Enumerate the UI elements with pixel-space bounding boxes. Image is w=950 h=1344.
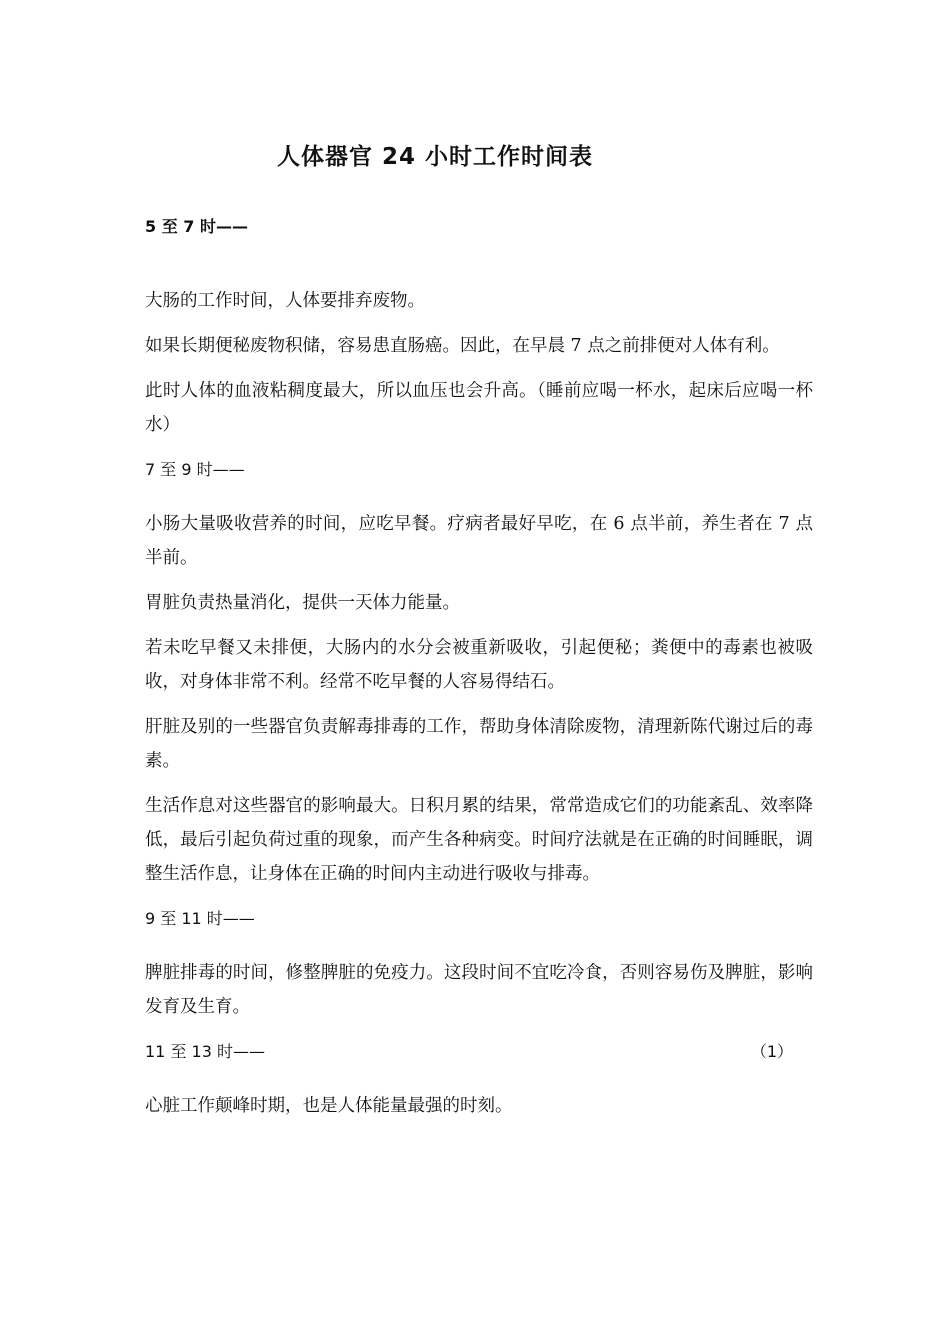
document-body bbox=[145, 210, 813, 1134]
paragraph: 小肠大量吸收营养的时间，应吃早餐。疗病者最好早吃，在 6 点半前，养生者在 7 点半前。 bbox=[145, 514, 813, 568]
paragraph: 胃脏负责热量消化，提供一天体力能量。 bbox=[145, 593, 460, 613]
page-number: （1） bbox=[750, 1042, 793, 1061]
document-title: 人体器官 24 小时工作时间表 bbox=[276, 144, 594, 170]
paragraph: 肝脏及别的一些器官负责解毒排毒的工作，帮助身体清除废物，清理新陈代谢过后的毒素。 bbox=[145, 717, 813, 771]
section-heading: 7 至 9 时—— bbox=[145, 460, 245, 479]
section-heading: 9 至 11 时—— bbox=[145, 909, 255, 928]
paragraph: 心脏工作颠峰时期，也是人体能量最强的时刻。 bbox=[145, 1096, 513, 1116]
section-heading-row bbox=[145, 1035, 813, 1069]
paragraph: 如果长期便秘废物积储，容易患直肠癌。因此，在早晨 7 点之前排便对人体有利。 bbox=[145, 336, 780, 356]
paragraph: 脾脏排毒的时间，修整脾脏的免疫力。这段时间不宜吃冷食，否则容易伤及脾脏，影响发育及生育。 bbox=[145, 963, 813, 1017]
section-heading: 11 至 13 时—— bbox=[145, 1042, 265, 1061]
paragraph: 生活作息对这些器官的影响最大。日积月累的结果，常常造成它们的功能紊乱、效率降低，最后引起负荷过重的现象，而产生各种病变。时间疗法就是在正确的时间睡眠，调整生活作息，让身体在正确的时间内主动进行吸收与排毒。 bbox=[145, 796, 813, 884]
paragraph: 此时人体的血液粘稠度最大，所以血压也会升高。（睡前应喝一杯水，起床后应喝一杯水） bbox=[145, 381, 813, 435]
section-heading: 5 至 7 时—— bbox=[145, 217, 248, 236]
paragraph: 若未吃早餐又未排便，大肠内的水分会被重新吸收，引起便秘；粪便中的毒素也被吸收，对身体非常不利。经常不吃早餐的人容易得结石。 bbox=[145, 638, 813, 692]
paragraph: 大肠的工作时间，人体要排弃废物。 bbox=[145, 291, 425, 311]
